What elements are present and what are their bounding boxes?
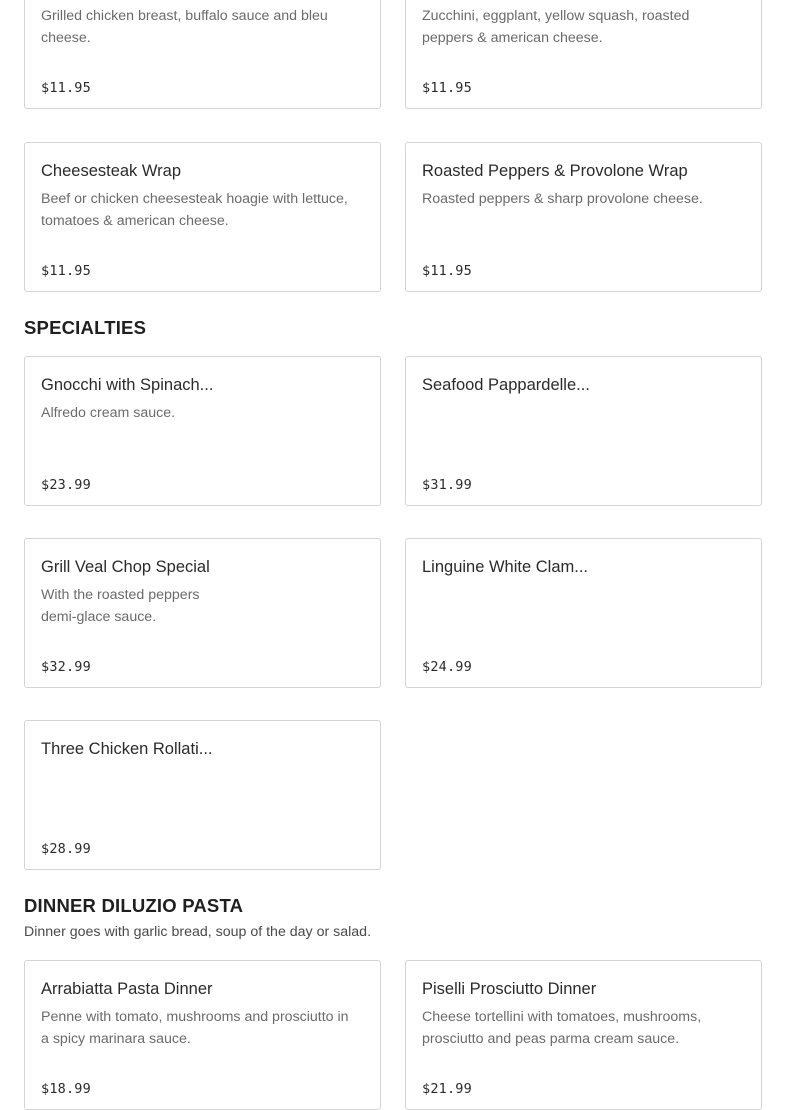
item-description: Penne with tomato, mushrooms and prosciutto in a spicy marinara sauce. xyxy=(41,1009,349,1047)
item-price: $11.95 xyxy=(422,80,472,96)
item-name: Cheesesteak Wrap xyxy=(41,162,182,180)
menu-item-card[interactable] xyxy=(24,960,381,1110)
item-price: $23.99 xyxy=(41,477,91,493)
item-price: $11.95 xyxy=(41,263,91,279)
item-price: $11.95 xyxy=(41,80,91,96)
item-price: $18.99 xyxy=(41,1081,91,1097)
section-title-dinner: DINNER DILUZIO PASTA xyxy=(24,895,244,916)
item-price: $24.99 xyxy=(422,659,472,675)
item-description-line: With the roasted peppers xyxy=(41,587,200,603)
item-name: Linguine White Clam... xyxy=(422,558,588,576)
section-subtitle: Dinner goes with garlic bread, soup of the day or salad. xyxy=(24,924,372,940)
item-price: $32.99 xyxy=(41,659,91,675)
menu-item-card[interactable] xyxy=(24,142,381,292)
item-description-line: demi-glace sauce. xyxy=(41,609,157,625)
item-price: $21.99 xyxy=(422,1081,472,1097)
item-name: Three Chicken Rollati... xyxy=(41,740,213,758)
item-description xyxy=(41,584,359,628)
item-description: Grilled chicken breast, buffalo sauce and bleu cheese. xyxy=(41,8,328,46)
item-description: Beef or chicken cheesesteak hoagie with lettuce, tomatoes & american cheese. xyxy=(41,191,348,229)
item-name: Roasted Peppers & Provolone Wrap xyxy=(422,162,688,180)
item-price: $31.99 xyxy=(422,477,472,493)
item-price: $11.95 xyxy=(422,263,472,279)
item-name: Arrabiatta Pasta Dinner xyxy=(41,980,213,998)
item-name: Grill Veal Chop Special xyxy=(41,558,210,576)
menu-item-card[interactable] xyxy=(405,356,762,506)
menu-item-card[interactable] xyxy=(24,0,381,109)
item-name: Gnocchi with Spinach... xyxy=(41,376,214,394)
menu-item-card[interactable] xyxy=(405,142,762,292)
menu-item-card[interactable] xyxy=(405,538,762,688)
menu-item-card[interactable] xyxy=(24,720,381,870)
menu-item-card[interactable] xyxy=(24,538,381,688)
item-description: Alfredo cream sauce. xyxy=(41,405,176,421)
menu-item-card[interactable] xyxy=(405,0,762,109)
item-description: Cheese tortellini with tomatoes, mushrooms, prosciutto and peas parma cream sauce. xyxy=(422,1009,702,1047)
item-description: Zucchini, eggplant, yellow squash, roasted peppers & american cheese. xyxy=(422,8,690,46)
menu-item-card[interactable] xyxy=(24,356,381,506)
item-name: Seafood Pappardelle... xyxy=(422,376,590,394)
item-description: Roasted peppers & sharp provolone cheese. xyxy=(422,191,703,207)
menu-item-card[interactable] xyxy=(405,960,762,1110)
item-price: $28.99 xyxy=(41,841,91,857)
section-title-specialties: SPECIALTIES xyxy=(24,317,147,338)
item-name: Piselli Prosciutto Dinner xyxy=(422,980,597,998)
